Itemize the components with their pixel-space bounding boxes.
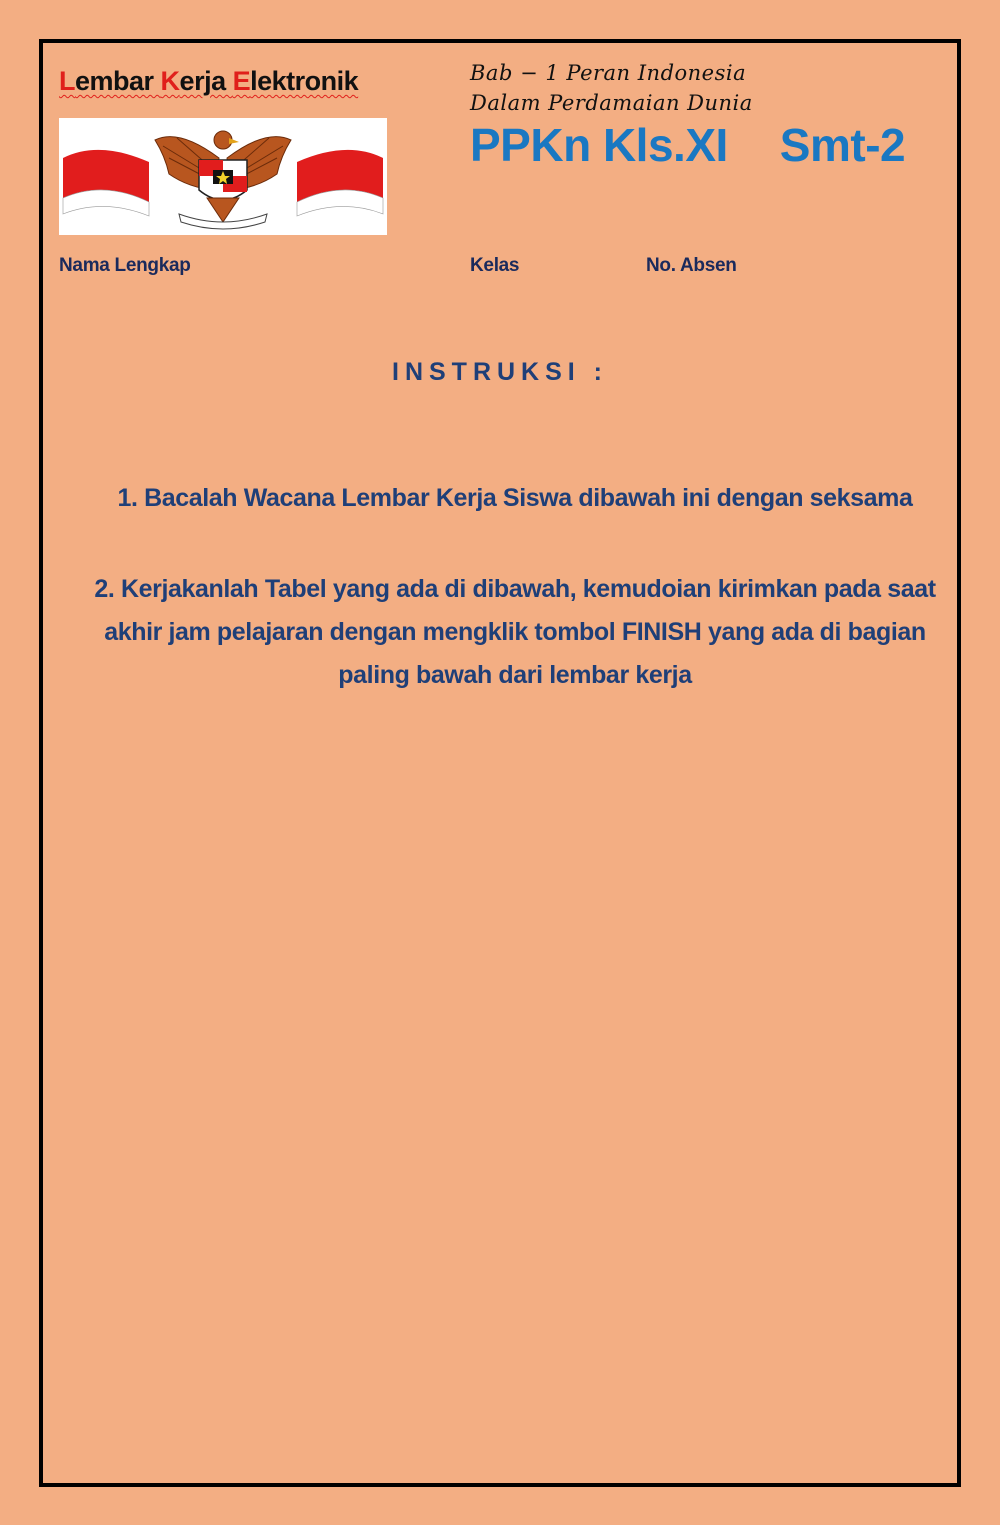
chapter-heading [470, 58, 753, 118]
instruction-item-1: 1. Bacalah Wacana Lembar Kerja Siswa dibawah ini dengan seksama [117, 484, 913, 512]
chapter-line-1: Bab − 1 Peran Indonesia [470, 61, 747, 85]
chapter-line-2: Dalam Perdamaian Dunia [470, 91, 753, 115]
instruction-item-2: 2. Kerjakanlah Tabel yang ada di dibawah, kemudoian kirimkan pada saat akhir jam pelajaran dengan mengklik tombol FINISH yang ada di bagian paling bawah dari lembar kerja [94, 575, 936, 689]
worksheet-logo-title: Lembar Kerja Elektronik [59, 66, 359, 96]
absen-field-label: No. Absen [646, 255, 737, 276]
subject-class: PPKn Kls.XI [470, 119, 728, 171]
name-field-label: Nama Lengkap [59, 255, 191, 276]
instructions-title: INSTRUKSI : [392, 358, 608, 386]
subject-title [470, 118, 905, 172]
class-field-label: Kelas [470, 255, 520, 276]
garuda-emblem-icon [59, 118, 387, 235]
semester-label: Smt-2 [779, 119, 906, 171]
